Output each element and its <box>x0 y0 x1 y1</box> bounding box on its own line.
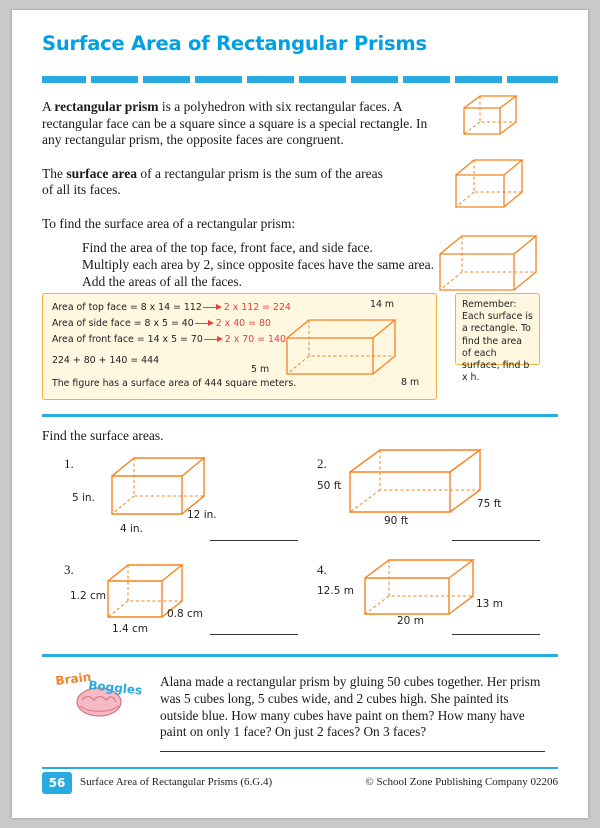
intro-paragraph-3: To find the surface area of a rectangular prism: <box>42 215 296 231</box>
problem-3-label-right: 0.8 cm <box>167 608 204 620</box>
intro-p2-bold: surface area <box>66 165 137 181</box>
page-number-badge: 56 <box>42 772 72 794</box>
footer-standard: Surface Area of Rectangular Prisms (6.G.4) <box>80 776 273 788</box>
footer-copyright: © School Zone Publishing Company 02206 <box>365 776 558 788</box>
brain-boggles-answer-line[interactable] <box>160 751 545 752</box>
example-line-2-left: Area of side face = 8 x 5 = 40 <box>52 318 194 329</box>
problem-3-label-bottom: 1.4 cm <box>112 623 149 635</box>
intro-paragraph-2 <box>42 166 397 199</box>
step-3: Add the areas of all the faces. <box>82 274 243 289</box>
step-2: Multiply each area by 2, since opposite faces have the same area. <box>82 257 434 272</box>
problem-3-answer-line[interactable] <box>210 634 298 635</box>
problem-2-label-bottom: 90 ft <box>384 515 409 527</box>
problem-4-number: 4. <box>317 562 327 577</box>
svg-text:Brain: Brain <box>54 670 92 688</box>
example-line-3-right: 2 x 70 = 140 <box>224 334 286 345</box>
intro-p1-bold: rectangular prism <box>54 99 159 114</box>
problem-1-label-bottom: 4 in. <box>120 523 143 535</box>
example-label-left: 5 m <box>251 364 270 375</box>
remember-heading: Remember: <box>462 299 517 310</box>
problem-3-label-left: 1.2 cm <box>70 590 107 602</box>
step-1: Find the area of the top face, front face, and side face. <box>82 240 373 255</box>
page-title: Surface Area of Rectangular Prisms <box>42 32 427 55</box>
problem-2-number: 2. <box>317 456 327 471</box>
decorative-prism-medium <box>452 153 547 215</box>
example-line-2-right: 2 x 40 = 80 <box>215 318 271 329</box>
problem-4-label-left: 12.5 m <box>317 585 354 597</box>
problem-4-label-right: 13 m <box>476 598 503 610</box>
example-line-3-left: Area of front face = 14 x 5 = 70 <box>52 334 203 345</box>
example-label-top: 14 m <box>370 299 395 310</box>
problem-2-label-right: 75 ft <box>477 498 502 510</box>
steps-list <box>82 239 462 290</box>
example-line-1-right: 2 x 112 = 224 <box>223 302 291 313</box>
example-label-right: 8 m <box>401 377 420 388</box>
problem-1-answer-line[interactable] <box>210 540 298 541</box>
brain-boggles-badge <box>52 670 147 720</box>
problem-4-prism <box>357 550 502 630</box>
problem-2-prism <box>342 440 507 530</box>
problem-1-label-right: 12 in. <box>187 509 217 521</box>
practice-divider <box>42 414 558 417</box>
intro-paragraph-1 <box>42 99 442 149</box>
example-prism <box>281 312 421 390</box>
example-line-1 <box>52 302 291 313</box>
brain-boggles-question: Alana made a rectangular prism by gluing 50 cubes together. Her prism was 5 cubes long, 5 cubes wide, and 2 cubes high. She painted its outside blue. How many cubes have paint on them? How many have paint on only 1 face? On just 2 faces? On 3 faces? <box>160 674 541 740</box>
example-sum: 224 + 80 + 140 = 444 <box>52 355 160 366</box>
intro-p1-pre: A <box>42 99 55 114</box>
example-conclusion: The figure has a surface area of 444 square meters. <box>52 378 297 389</box>
example-box <box>42 293 437 400</box>
example-line-3 <box>52 334 286 345</box>
title-divider <box>42 76 558 83</box>
problem-4-answer-line[interactable] <box>452 634 540 635</box>
problem-4-label-bottom: 20 m <box>397 615 424 627</box>
svg-text:Boggles: Boggles <box>87 678 143 698</box>
problem-1-number: 1. <box>64 456 74 471</box>
footer-divider <box>42 767 558 769</box>
problem-3-number: 3. <box>64 562 74 577</box>
intro-p1-post: is a polyhedron with six rectangular faces. A rectangular face can be a square since a square is a special rectangle. In any rectangular prism, the opposite faces are congruent. <box>42 99 428 147</box>
decorative-prism-small <box>460 90 538 142</box>
remember-body: Each surface is a rectangle. To find the area of each surface, find b x h. <box>462 311 533 384</box>
brain-boggles-divider <box>42 654 558 657</box>
example-line-1-left: Area of top face = 8 x 14 = 112 <box>52 302 202 313</box>
worksheet-page <box>12 10 588 818</box>
problem-2-answer-line[interactable] <box>452 540 540 541</box>
intro-p2-pre: The <box>42 165 67 181</box>
decorative-prism-large <box>436 228 554 300</box>
problem-2-label-left: 50 ft <box>317 480 342 492</box>
intro-p2-post: of a rectangular prism is the sum of the areas of all its faces. <box>42 165 383 197</box>
remember-box <box>455 293 540 384</box>
practice-instruction: Find the surface areas. <box>42 428 164 443</box>
example-line-2 <box>52 318 271 329</box>
problem-1-label-left: 5 in. <box>72 492 95 504</box>
page-content <box>42 32 558 62</box>
